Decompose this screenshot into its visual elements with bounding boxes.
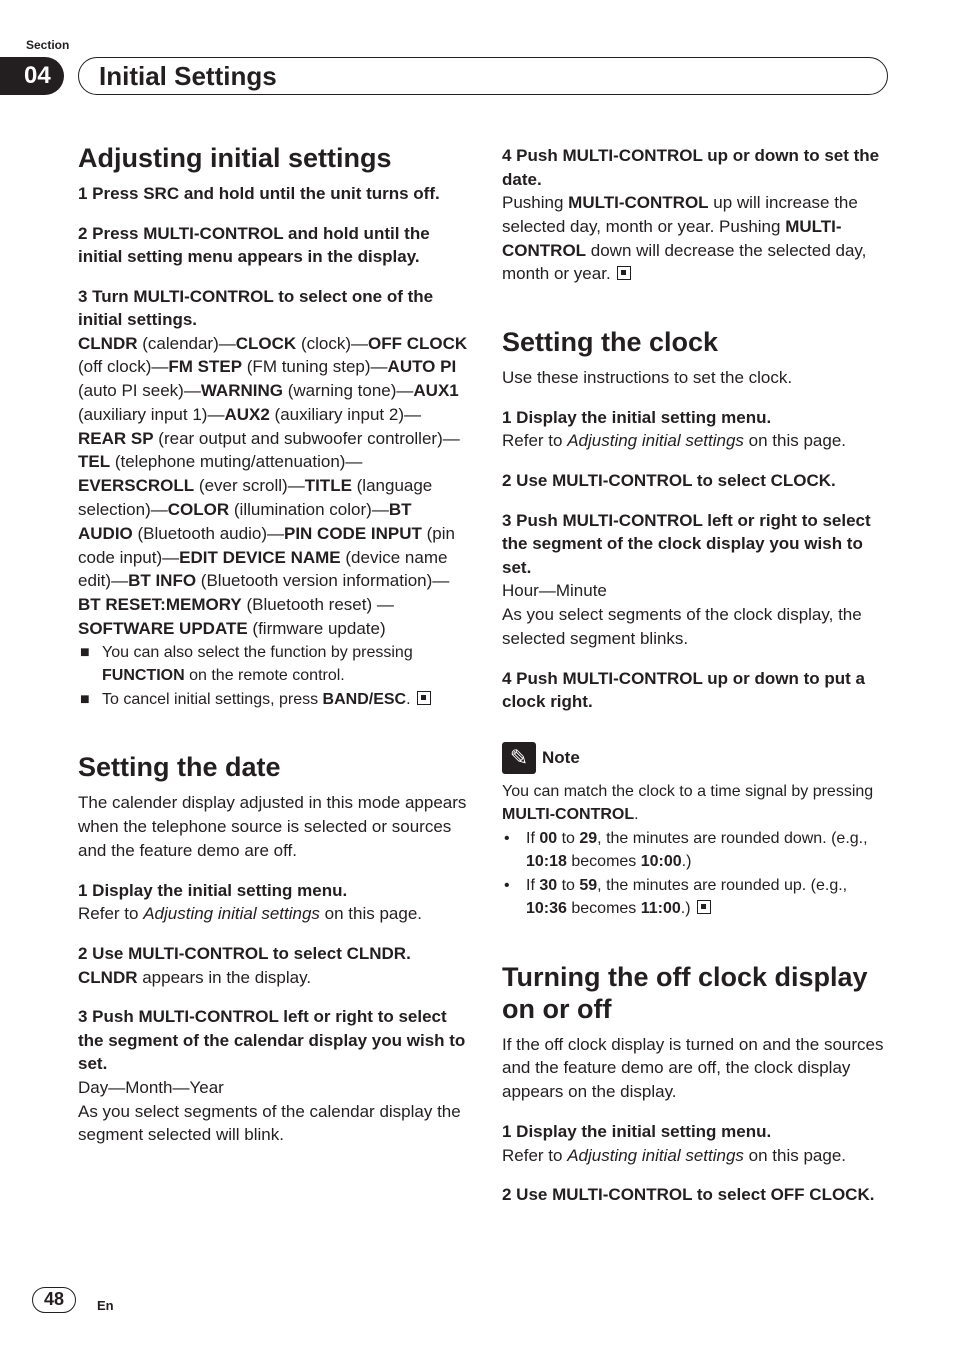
page-number: 48 — [32, 1287, 76, 1313]
heading-turning-off-clock: Turning the off clock display on or off — [502, 961, 868, 1024]
date-step-1: 1 Display the initial setting menu. — [78, 880, 348, 900]
setting-desc: (telephone muting/attenuation)— — [110, 452, 363, 472]
setting-key: BT AUDIO — [78, 500, 412, 543]
setting-desc: (illumination color)— — [229, 500, 389, 520]
setting-desc: (off clock)— — [78, 357, 169, 377]
section-header-bar — [78, 57, 888, 95]
end-mark-icon — [697, 900, 711, 914]
setting-key: CLNDR — [78, 333, 138, 353]
step-2: 2 Press MULTI-CONTROL and hold until the initial setting menu appears in the display. — [78, 223, 430, 266]
end-mark-icon — [417, 691, 431, 705]
setting-key: BT RESET:MEMORY — [78, 595, 242, 615]
date-step-2: 2 Use MULTI-CONTROL to select CLNDR. — [78, 944, 411, 964]
offclock-step-1: 1 Display the initial setting menu. — [502, 1122, 772, 1142]
heading-setting-the-date: Setting the date — [78, 752, 281, 783]
setting-key: AUX2 — [224, 404, 270, 424]
clock-step-3-sequence: Hour—Minute — [502, 581, 607, 601]
setting-key: PIN CODE INPUT — [283, 523, 422, 543]
right-column — [502, 144, 890, 1207]
setting-desc: (auxiliary input 1)— — [78, 404, 225, 424]
setting-key: OFF CLOCK — [368, 333, 468, 353]
setting-desc: (Bluetooth version information)— — [196, 571, 450, 591]
setting-desc: (auto PI seek)— — [78, 381, 201, 401]
date-step-2-body: CLNDR appears in the display. — [78, 967, 312, 987]
setting-desc: (warning tone)— — [283, 381, 414, 401]
clock-step-3: 3 Push MULTI-CONTROL left or right to select the segment of the clock display you wish to set. — [502, 510, 871, 577]
setting-key: COLOR — [167, 500, 230, 520]
clock-step-4: 4 Push MULTI-CONTROL up or down to put a clock right. — [502, 668, 865, 712]
clock-intro: Use these instructions to set the clock. — [502, 368, 793, 388]
square-bullet-icon: ■ — [80, 690, 90, 708]
setting-key: SOFTWARE UPDATE — [78, 619, 248, 639]
setting-desc: (firmware update) — [247, 619, 386, 639]
setting-key: TEL — [78, 452, 111, 472]
square-bullet-icon: ■ — [80, 643, 90, 661]
section-label: Section — [26, 38, 70, 52]
offclock-step-2: 2 Use MULTI-CONTROL to select OFF CLOCK. — [502, 1185, 875, 1205]
section-title: Initial Settings — [99, 61, 277, 91]
setting-desc: (ever scroll)— — [194, 476, 305, 496]
step-3: 3 Turn MULTI-CONTROL to select one of the initial settings. — [78, 286, 434, 329]
clock-step-3-body: As you select segments of the clock display, the selected segment blinks. — [502, 605, 862, 648]
pencil-note-icon: ✎ — [502, 742, 536, 774]
heading-setting-the-clock: Setting the clock — [502, 327, 719, 358]
dot-bullet-icon: • — [504, 829, 510, 847]
note-label: Note — [542, 747, 580, 767]
date-step-4: 4 Push MULTI-CONTROL up or down to set the date. — [502, 146, 880, 189]
setting-key: EVERSCROLL — [78, 476, 195, 496]
setting-key: EDIT DEVICE NAME — [179, 547, 341, 567]
clock-step-2: 2 Use MULTI-CONTROL to select CLOCK. — [502, 471, 836, 491]
setting-desc: (Bluetooth reset) — — [241, 595, 394, 615]
setting-desc: (Bluetooth audio)— — [132, 523, 284, 543]
setting-key: AUX1 — [413, 381, 459, 401]
note-body: You can match the clock to a time signal by pressing MULTI-CONTROL. — [502, 782, 874, 824]
setting-key: REAR SP — [78, 428, 154, 448]
left-column — [78, 142, 468, 1147]
setting-desc: (calendar)— — [137, 333, 236, 353]
date-step-1-body: Refer to Adjusting initial settings on this page. — [78, 904, 422, 924]
tip-cancel: ■ To cancel initial settings, press BAND/ESC. — [78, 688, 468, 712]
date-step-3-body: As you select segments of the calendar display the segment selected will blink. — [78, 1101, 461, 1145]
setting-key: AUTO PI — [387, 357, 457, 377]
step-1: 1 Press SRC and hold until the unit turns off. — [78, 184, 440, 203]
note-header — [502, 742, 890, 774]
setting-desc: (device name edit)— — [78, 547, 448, 591]
date-step-3-sequence: Day—Month—Year — [78, 1077, 224, 1097]
end-mark-icon — [617, 266, 631, 280]
setting-key: FM STEP — [168, 357, 243, 377]
language-code: En — [97, 1298, 114, 1313]
setting-key: CLOCK — [235, 333, 297, 353]
date-step-4-body: Pushing MULTI-CONTROL up will increase the selected day, month or year. Pushing MULTI-CONTROL down will decrease the selected day, month or year. — [502, 193, 867, 284]
note-bullet-round-up: • If 30 to 59, the minutes are rounded up. (e.g., 10:36 becomes 11:00.) — [502, 874, 890, 921]
setting-key: TITLE — [304, 476, 352, 496]
clock-step-1: 1 Display the initial setting menu. — [502, 407, 772, 427]
setting-desc: (clock)— — [296, 333, 368, 353]
setting-key: WARNING — [200, 381, 283, 401]
tip-function: ■ You can also select the function by pressing FUNCTION on the remote control. — [78, 641, 468, 688]
setting-desc: (rear output and subwoofer controller)— — [153, 428, 460, 448]
date-intro: The calender display adjusted in this mode appears when the telephone source is selected or sources and the feature demo are off. — [78, 793, 467, 860]
section-number-tab: 04 — [0, 57, 64, 95]
setting-key: BT INFO — [128, 571, 197, 591]
setting-desc: (FM tuning step)— — [242, 357, 388, 377]
date-step-3: 3 Push MULTI-CONTROL left or right to select the segment of the calendar display you wish to set. — [78, 1007, 466, 1074]
settings-list — [78, 332, 468, 641]
clock-step-1-body: Refer to Adjusting initial settings on this page. — [502, 431, 846, 451]
dot-bullet-icon: • — [504, 876, 510, 894]
note-bullet-round-down: • If 00 to 29, the minutes are rounded down. (e.g., 10:18 becomes 10:00.) — [502, 827, 890, 874]
setting-desc: (language selection)— — [78, 476, 433, 520]
setting-desc: (auxiliary input 2)— — [269, 404, 421, 424]
heading-adjusting-initial-settings: Adjusting initial settings — [78, 143, 392, 173]
setting-desc: (pin code input)— — [78, 523, 455, 567]
offclock-step-1-body: Refer to Adjusting initial settings on this page. — [502, 1145, 846, 1165]
offclock-intro: If the off clock display is turned on and the sources and the feature demo are off, the clock display appears on the display. — [502, 1034, 884, 1102]
